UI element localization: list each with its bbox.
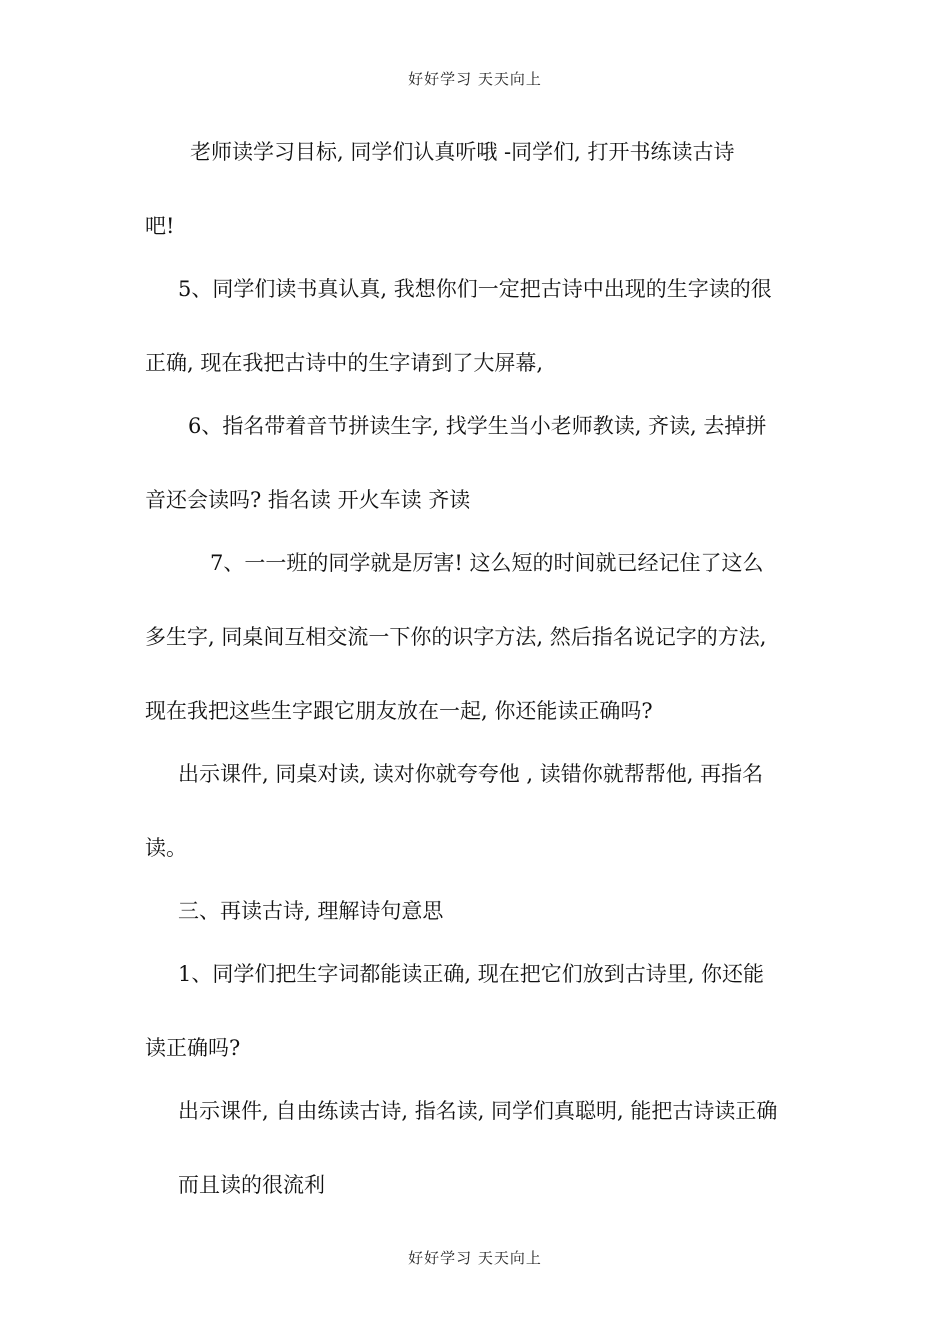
body-line-13: 1、同学们把生字词都能读正确, 现在把它们放到古诗里, 你还能	[178, 962, 765, 986]
body-line-8: 多生字, 同桌间互相交流一下你的识字方法, 然后指名说记字的方法,	[145, 625, 767, 649]
body-line-6: 音还会读吗? 指名读 开火车读 齐读	[145, 488, 471, 512]
body-line-14: 读正确吗?	[145, 1036, 241, 1060]
body-line-4: 正确, 现在我把古诗中的生字请到了大屏幕,	[145, 351, 544, 375]
page-header: 好好学习 天天向上	[408, 70, 542, 88]
body-line-9: 现在我把这些生字跟它朋友放在一起, 你还能读正确吗?	[145, 699, 653, 723]
body-line-15: 出示课件, 自由练读古诗, 指名读, 同学们真聪明, 能把古诗读正确	[178, 1099, 778, 1123]
body-line-2: 吧!	[145, 214, 175, 238]
body-line-5: 6、指名带着音节拼读生字, 找学生当小老师教读, 齐读, 去掉拼	[188, 414, 767, 438]
body-line-7: 7、一一班的同学就是厉害! 这么短的时间就已经记住了这么	[210, 551, 764, 575]
body-line-1: 老师读学习目标, 同学们认真听哦 -同学们, 打开书练读古诗	[190, 140, 735, 164]
body-line-3: 5、同学们读书真认真, 我想你们一定把古诗中出现的生字读的很	[178, 277, 772, 301]
section-heading: 三、再读古诗, 理解诗句意思	[178, 899, 444, 923]
page-footer: 好好学习 天天向上	[408, 1249, 542, 1267]
body-line-11: 读。	[145, 836, 187, 860]
body-line-10: 出示课件, 同桌对读, 读对你就夸夸他 , 读错你就帮帮他, 再指名	[178, 762, 764, 786]
body-line-16: 而且读的很流利	[178, 1173, 325, 1197]
